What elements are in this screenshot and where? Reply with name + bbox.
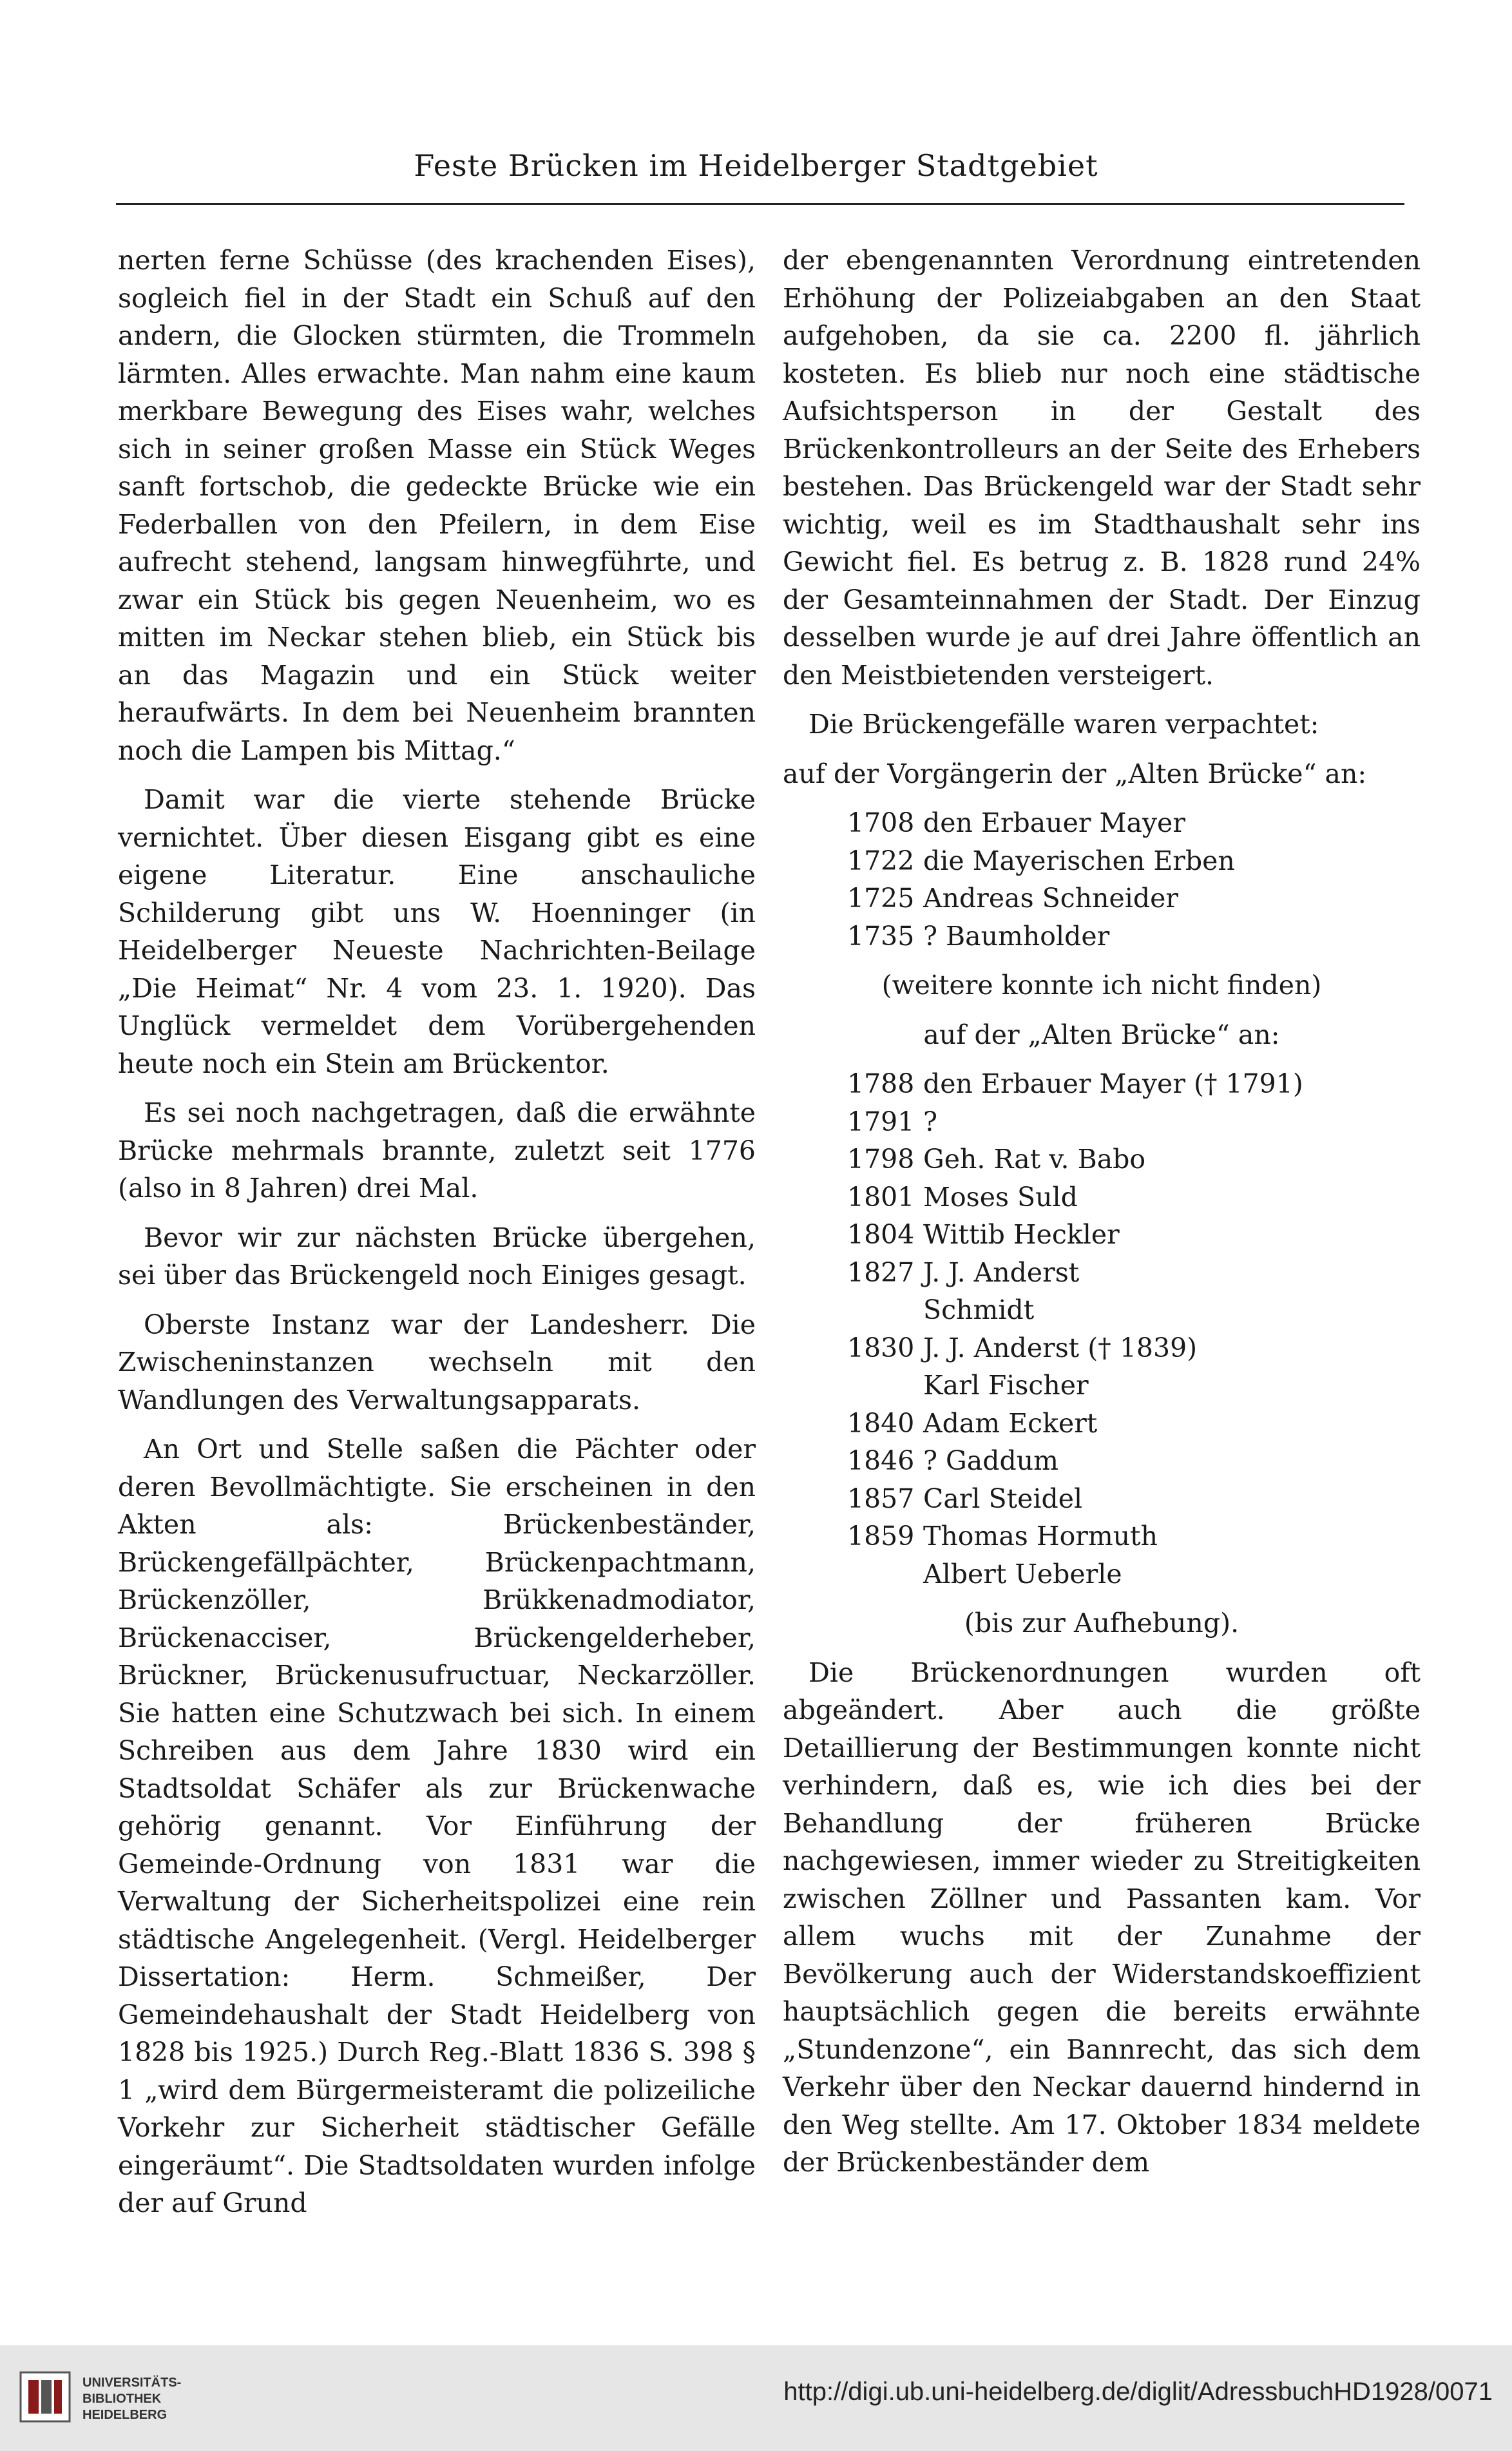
- list-year: [847, 1555, 923, 1593]
- list-row: [847, 1405, 1421, 1443]
- list-name: ? Baumholder: [923, 920, 1110, 952]
- paragraph: der ebengenannten Verordnung eintretenden Erhöhung der Polizeiabgaben an den Staat aufgehoben, da sie ca. 2200 fl. jährlich kosteten. Es blieb nur noch eine städtische Aufsichtsperson in der Gestalt des Brückenkontrolleurs an der Seite des Erhebers bestehen. Das Brückengeld war der Stadt sehr wichtig, weil es im Stadthaushalt sehr ins Gewicht fiel. Es betrug z. B. 1828 rund 24% der Gesamteinnahmen der Stadt. Der Einzug desselben wurde je auf drei Jahre öffentlich an den Meistbietenden versteigert.: [783, 245, 1421, 691]
- list-year: 1722: [847, 845, 915, 876]
- paragraph: nerten ferne Schüsse (des krachenden Eises), sogleich fiel in der Stadt ein Schuß auf den andern, die Glocken stürmten, die Trommeln lärmten. Alles erwachte. Man nahm eine kaum merkbare Bewegung des Eises wahr, welches sich in seiner großen Masse ein Stück Weges sanft fortschob, die gedeckte Brücke wie ein Federballen von den Pfeilern, in dem Eise aufrecht stehend, langsam hinwegführte, und zwar ein Stück bis gegen Neuenheim, wo es mitten im Neckar stehen blieb, ein Stück bis an das Magazin und ein Stück weiter heraufwärts. In dem bei Neuenheim brannten noch die Lampen bis Mittag.“: [118, 245, 756, 766]
- list-name: J. J. Anderst († 1839): [923, 1332, 1198, 1363]
- lessee-list-predecessor: [847, 804, 1421, 955]
- paragraph: Oberste Instanz war der Landesherr. Die Zwischeninstanzen wechseln mit den Wandlungen des Verwaltungsapparats.: [118, 1309, 756, 1416]
- list-row: [847, 1140, 1421, 1178]
- lessee-list-alte-bruecke: [847, 1065, 1421, 1593]
- list-year: 1791: [847, 1106, 915, 1137]
- paragraph: An Ort und Stelle saßen die Pächter oder deren Bevollmächtigte. Sie erscheinen in den Akten als: Brückenbeständer, Brückengefällpächter, Brückenpachtmann, Brückenzöller, Brükkenadmodiator, Brückenacciser, Brückengelderheber, Brückner, Brückenusufructuar, Neckarzöller. Sie hatten eine Schutzwach bei sich. In einem Schreiben aus dem Jahre 1830 wird ein Stadtsoldat Schäfer als zur Brückenwache gehörig genannt. Vor Einführung der Gemeinde-Ordnung von 1831 war die Verwaltung der Sicherheitspolizei eine rein städtische Angelegenheit. (Vergl. Heidelberger Dissertation: Herm. Schmeißer, Der Gemeindehaushalt der Stadt Heidelberg von 1828 bis 1925.) Durch Reg.-Blatt 1836 S. 398 § 1 „wird dem Bürgermeisteramt die polizeiliche Vorkehr zur Sicherheit städtischer Gefälle eingeräumt“. Die Stadtsoldaten wurden infolge der auf Grund: [118, 1434, 756, 2218]
- list-row: [847, 1178, 1421, 1216]
- list-row: [847, 1442, 1421, 1480]
- list-row: [847, 842, 1421, 880]
- paragraph: Die Brückengefälle waren verpachtet:: [809, 709, 1319, 740]
- list-year: 1735: [847, 920, 915, 952]
- list-name: den Erbauer Mayer († 1791): [923, 1068, 1303, 1099]
- paragraph: Bevor wir zur nächsten Brücke übergehen, sei über das Brückengeld noch Einiges gesagt.: [118, 1222, 756, 1291]
- list-row: [847, 1517, 1421, 1555]
- list-year: [847, 1291, 923, 1329]
- list-row: [847, 879, 1421, 918]
- list-year: 1827: [847, 1256, 915, 1288]
- list-year: 1708: [847, 807, 915, 838]
- list-name: ?: [923, 1106, 937, 1137]
- list-intro: auf der Vorgängerin der „Alten Brücke“ an:: [783, 758, 1367, 789]
- list-name: Geh. Rat v. Babo: [923, 1144, 1146, 1175]
- running-header: Feste Brücken im Heidelberger Stadtgebiet: [414, 148, 1098, 183]
- list-year: 1857: [847, 1483, 915, 1514]
- university-library-logo-icon: [19, 2371, 71, 2423]
- library-logo-text: [82, 2375, 181, 2423]
- list-year: 1830: [847, 1332, 915, 1363]
- list-row: [847, 1480, 1421, 1518]
- list-note: (bis zur Aufhebung).: [964, 1608, 1239, 1639]
- list-year: 1788: [847, 1068, 915, 1099]
- paragraph: Es sei noch nachgetragen, daß die erwähnte Brücke mehrmals brannte, zuletzt seit 1776 (also in 8 Jahren) drei Mal.: [118, 1097, 756, 1204]
- list-row: [847, 1103, 1421, 1141]
- list-name: Wittib Heckler: [923, 1219, 1120, 1250]
- list-name: die Mayerischen Erben: [923, 845, 1235, 876]
- list-intro: auf der „Alten Brücke“ an:: [923, 1019, 1280, 1050]
- list-name: Andreas Schneider: [923, 883, 1178, 914]
- list-row: [847, 804, 1421, 842]
- list-note: (weitere konnte ich nicht finden): [881, 970, 1322, 1001]
- list-name: Moses Suld: [923, 1181, 1078, 1213]
- left-column: [118, 242, 756, 2234]
- logo-line: HEIDELBERG: [82, 2408, 167, 2422]
- list-year: 1798: [847, 1144, 915, 1175]
- list-name: Schmidt: [923, 1294, 1035, 1325]
- list-year: 1801: [847, 1181, 915, 1213]
- logo-line: BIBLIOTHEK: [82, 2392, 162, 2406]
- list-name: Thomas Hormuth: [923, 1521, 1158, 1552]
- logo-line: UNIVERSITÄTS-: [82, 2376, 182, 2390]
- list-row: [847, 1065, 1421, 1103]
- paragraph: Damit war die vierte stehende Brücke vernichtet. Über diesen Eisgang gibt es eine eigene Literatur. Eine anschauliche Schilderung gibt uns W. Hoenninger (in Heidelberger Neueste Nachrichten-Beilage „Die Heimat“ Nr. 4 vom 23. 1. 1920). Das Unglück vermeldet dem Vorübergehenden heute noch ein Stein am Brückentor.: [118, 784, 756, 1079]
- list-row: [847, 918, 1421, 956]
- list-year: 1859: [847, 1521, 915, 1552]
- list-year: 1840: [847, 1407, 915, 1439]
- list-name: Albert Ueberle: [923, 1558, 1122, 1590]
- list-year: 1804: [847, 1219, 915, 1250]
- list-row: [847, 1367, 1421, 1405]
- list-name: J. J. Anderst: [923, 1256, 1080, 1288]
- list-row: [847, 1291, 1421, 1329]
- footer-bar: [0, 2345, 1512, 2451]
- list-row: [847, 1555, 1421, 1593]
- source-url[interactable]: http://digi.ub.uni-heidelberg.de/diglit/AdressbuchHD1928/0071: [783, 2378, 1493, 2406]
- list-name: den Erbauer Mayer: [923, 807, 1185, 838]
- paragraph: Die Brückenordnungen wurden oft abgeändert. Aber auch die größte Detaillierung der Bestimmungen konnte nicht verhindern, daß es, wie ich dies bei der Behandlung der früheren Brücke nachgewiesen, immer wieder zu Streitigkeiten zwischen Zöllner und Passanten kam. Vor allem wuchs mit der Zunahme der Bevölkerung auch der Widerstandskoeffizient hauptsächlich gegen die bereits erwähnte „Stundenzone“, ein Bannrecht, das sich dem Verkehr über den Neckar dauernd hindernd in den Weg stellte. Am 17. Oktober 1834 meldete der Brückenbeständer dem: [783, 1657, 1421, 2178]
- right-column: [783, 242, 1421, 2193]
- list-name: Karl Fischer: [923, 1370, 1089, 1401]
- list-row: [847, 1216, 1421, 1254]
- list-row: [847, 1329, 1421, 1367]
- list-year: 1725: [847, 883, 915, 914]
- header-rule: [116, 203, 1404, 205]
- list-name: ? Gaddum: [923, 1445, 1058, 1476]
- list-name: Carl Steidel: [923, 1483, 1083, 1514]
- list-name: Adam Eckert: [923, 1407, 1098, 1439]
- list-row: [847, 1254, 1421, 1292]
- list-year: [847, 1367, 923, 1405]
- list-year: 1846: [847, 1445, 915, 1476]
